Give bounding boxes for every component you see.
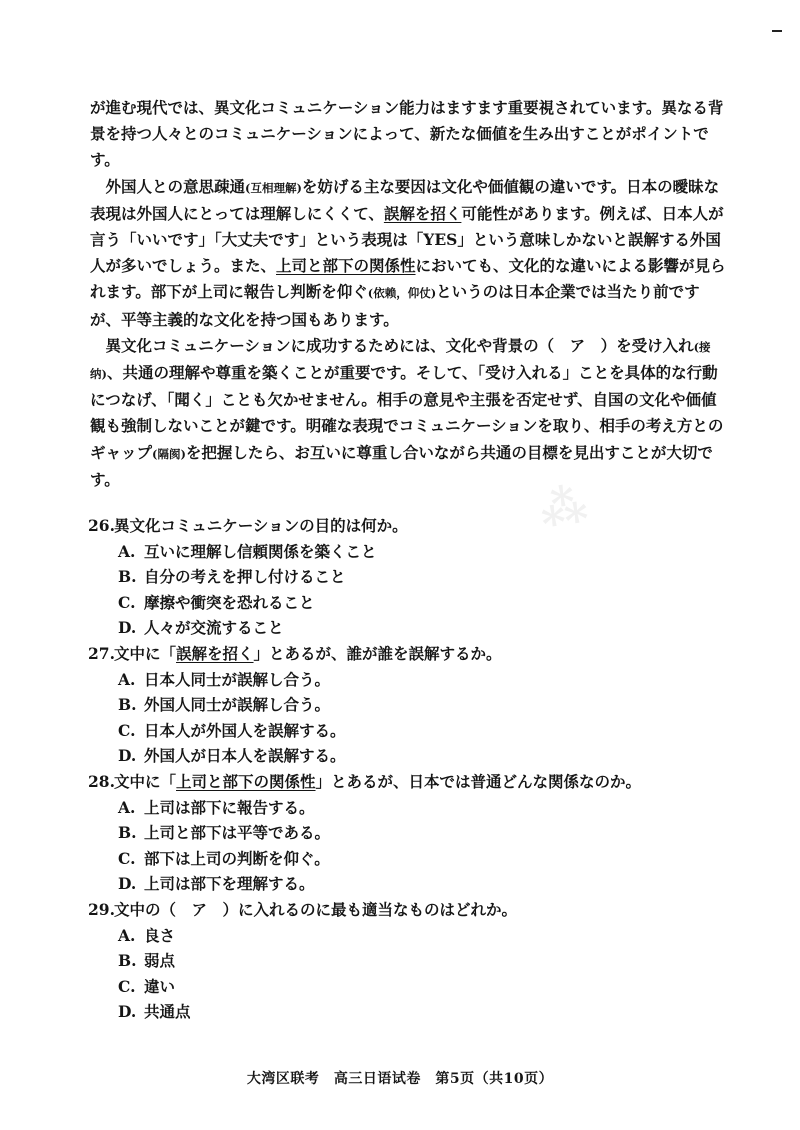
option-text: 部下は上司の判断を仰ぐ。	[144, 848, 330, 868]
option-c[interactable]	[88, 974, 748, 1000]
option-d[interactable]	[88, 999, 748, 1025]
option-label: D.	[118, 618, 137, 638]
text-run: というのは日本企業では当たり前ですが、平等主義的な文化を持つ国もあります。	[90, 282, 700, 329]
passage-paragraph-1: が進む現代では、異文化コミュニケーション能力はますます重要視されています。異なる背景を持つ人々とのコミュニケーションによって、新たな価値を生み出すことがポイントです。	[90, 98, 724, 170]
option-a[interactable]	[88, 539, 748, 565]
question-number: 29.	[88, 899, 115, 919]
option-text: 日本人が外国人を誤解する。	[144, 720, 346, 740]
text-run: においても、文化的な違いによる影響が見られます。部下が上司に報告し判断を仰ぐ	[90, 256, 726, 302]
option-label: A.	[118, 797, 136, 817]
underlined-phrase-boss-subordinate: 上司と部下の関係性	[276, 256, 416, 276]
question-27	[88, 641, 748, 769]
option-text: 外国人が日本人を誤解する。	[144, 746, 346, 766]
question-text: 文中に「	[114, 643, 177, 663]
gloss-note: (互相理解)	[245, 180, 302, 195]
option-d[interactable]	[88, 615, 748, 641]
option-text: 弱点	[144, 951, 176, 971]
question-stem	[88, 513, 748, 539]
option-d[interactable]	[88, 871, 748, 897]
option-c[interactable]	[88, 590, 748, 616]
text-run: 可能性があります。例えば、日本人が言う「いいです」「大丈夫です」という表現は「YES」という意味しかないと誤解する外国人が多いでしょう。また、	[90, 203, 724, 276]
option-text: 人々が交流すること	[144, 618, 284, 638]
option-label: B.	[118, 951, 137, 971]
question-text: 異文化コミュニケーションの目的は何か。	[114, 516, 408, 535]
question-text: 文中に「	[114, 771, 177, 791]
option-d[interactable]	[88, 743, 748, 769]
option-label: C.	[118, 720, 136, 740]
option-c[interactable]	[88, 846, 748, 872]
option-label: B.	[118, 567, 137, 587]
option-label: C.	[118, 848, 136, 868]
option-c[interactable]	[88, 718, 748, 744]
question-text: 文中の（ ア ）に入れるのに最も適当なものはどれか。	[114, 899, 518, 919]
option-text: 良さ	[144, 925, 176, 945]
option-b[interactable]	[88, 564, 748, 590]
option-label: D.	[118, 746, 137, 766]
question-stem	[88, 897, 748, 923]
option-label: C.	[118, 592, 136, 612]
option-label: C.	[118, 976, 136, 996]
question-text: 」とあるが、日本では普通どんな関係なのか。	[315, 771, 642, 791]
text-run: を妨げる主な要因は文化や価値観の違いです。日本の曖昧な表現は外国人にとっては理解しにくくて、	[90, 176, 720, 223]
option-label: B.	[118, 823, 137, 843]
question-28	[88, 769, 748, 897]
corner-mark	[772, 30, 782, 32]
faint-watermark: ⁂	[536, 476, 591, 538]
option-text: 共通点	[144, 1002, 191, 1022]
question-stem	[88, 769, 748, 795]
option-text: 上司と部下は平等である。	[144, 823, 331, 843]
gloss-note: (依赖，仰仗)	[367, 286, 437, 301]
option-b[interactable]	[88, 948, 748, 974]
passage-paragraph-2	[90, 174, 730, 333]
question-number: 28.	[88, 771, 115, 791]
option-label: B.	[118, 695, 137, 715]
question-29	[88, 897, 748, 1025]
question-number: 26.	[88, 516, 115, 535]
passage-paragraph-3	[90, 333, 730, 493]
underlined-phrase-misunderstanding: 誤解を招く	[383, 203, 462, 223]
question-number: 27.	[88, 643, 115, 663]
option-text: 自分の考えを押し付けること	[144, 567, 346, 587]
underlined-quote: 上司と部下の関係性	[176, 771, 316, 791]
option-a[interactable]	[88, 795, 748, 821]
option-text: 日本人同士が誤解し合う。	[144, 669, 331, 689]
question-text: 」とあるが、誰が誰を誤解するか。	[253, 643, 502, 663]
option-text: 外国人同士が誤解し合う。	[144, 695, 331, 715]
option-a[interactable]	[88, 667, 748, 693]
question-26	[88, 513, 748, 641]
option-text: 違い	[144, 976, 176, 996]
text-run: 異文化コミュニケーションに成功するためには、文化や背景の（ ア ）を受け入れ	[105, 335, 694, 355]
gloss-note: (接纳)	[90, 339, 711, 382]
option-label: D.	[118, 1002, 137, 1022]
option-label: A.	[118, 541, 136, 561]
text-run: 、共通の理解や尊重を築くことが重要です。そして、「受け入れる」ことを具体的な行動につなげ、「聞く」ことも欠かせません。相手の意見や主張を否定せず、自国の文化や価値観も強制しないことが鍵です。明確な表現でコミュニケーションを取り、相手の考え方とのギャップ	[90, 363, 724, 462]
option-text: 上司は部下を理解する。	[144, 874, 315, 894]
gloss-note: (隔阂)	[152, 446, 186, 461]
text-run: 外国人との意思疎通	[105, 176, 246, 196]
option-text: 上司は部下に報告する。	[144, 797, 315, 817]
option-a[interactable]	[88, 923, 748, 949]
reading-passage	[90, 95, 730, 493]
option-label: A.	[118, 925, 136, 945]
underlined-quote: 誤解を招く	[176, 643, 254, 663]
option-text: 互いに理解し信頼関係を築くこと	[144, 541, 377, 561]
page-footer: 大湾区联考 高三日语试卷 第5页（共10页）	[246, 1071, 554, 1087]
text-run: を把握したら、お互いに尊重し合いながら共通の目標を見出すことが大切です。	[90, 442, 713, 489]
option-b[interactable]	[88, 820, 748, 846]
option-label: D.	[118, 874, 137, 894]
option-text: 摩擦や衝突を恐れること	[144, 592, 315, 612]
question-stem	[88, 641, 748, 667]
question-list	[88, 513, 748, 1025]
option-b[interactable]	[88, 692, 748, 718]
option-label: A.	[118, 669, 136, 689]
